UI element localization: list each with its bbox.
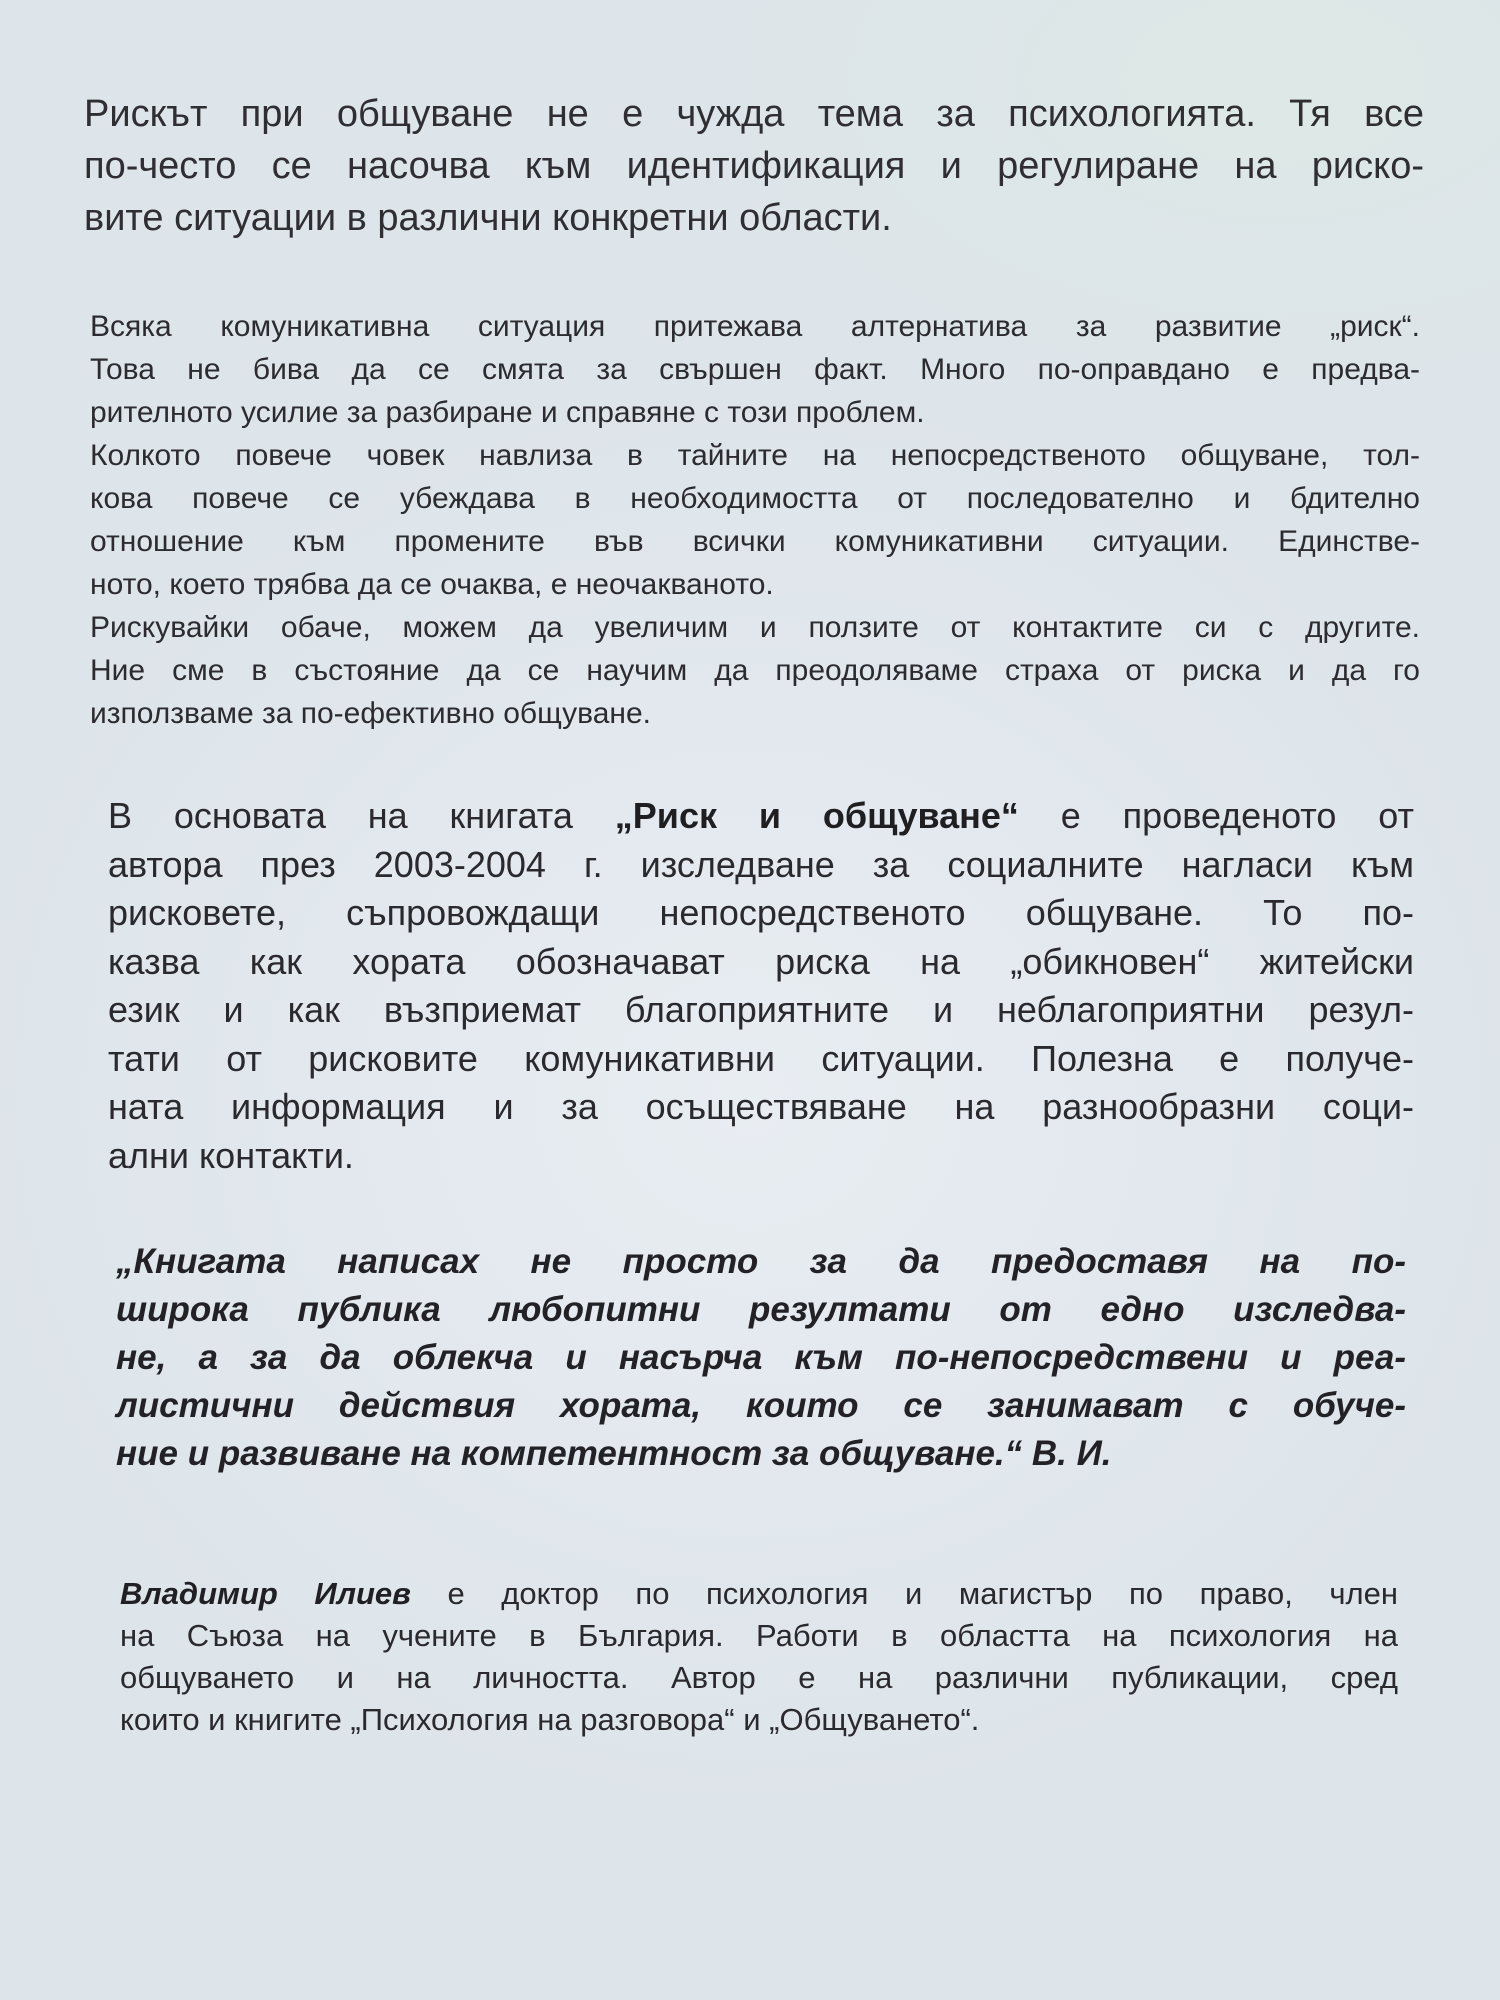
quote-line: „Книгата написах не просто за да предоставя на по- <box>116 1242 1406 1281</box>
body-line: използваме за по-ефективно общуване. <box>90 697 651 730</box>
body-line: ната информация и за осъществяване на разнообразни соци- <box>108 1086 1414 1127</box>
bio-line: които и книгите „Психология на разговора“ и „Общуването“. <box>120 1702 980 1737</box>
quote-line: ние и развиване на компетентност за общуване.“ В. И. <box>116 1434 1112 1473</box>
author-quote <box>116 1238 1406 1478</box>
risk-description-paragraphs <box>90 305 1420 735</box>
book-title: „Риск и общуване“ <box>614 795 1019 836</box>
bio-line: общуването и на личността. Автор е на различни публикации, сред <box>120 1660 1398 1695</box>
book-basis-first-line <box>108 792 1414 841</box>
book-basis-prefix: В основата на книгата <box>108 795 615 836</box>
quote-line: не, а за да облекча и насърча към по-непосредствени и реа- <box>116 1338 1406 1377</box>
author-bio-first-line <box>120 1573 1398 1615</box>
intro-paragraph <box>84 88 1424 244</box>
body-line: рисковете, съпровождащи непосредственото общуване. То по- <box>108 892 1414 933</box>
book-basis-paragraph <box>108 792 1414 1180</box>
body-line: Всяка комуникативна ситуация притежава алтернатива за развитие „риск“. <box>90 310 1420 343</box>
intro-line: по-често се насочва към идентификация и регулиране на риско- <box>84 145 1424 187</box>
body-line: тати от рисковите комуникативни ситуации. Полезна е получе- <box>108 1037 1414 1079</box>
body-line: Това не бива да се смята за свършен факт. Много по-оправдано е предва- <box>90 353 1420 386</box>
author-name: Владимир Илиев <box>120 1576 411 1611</box>
quote-line: листични действия хората, които се занимават с обуче- <box>116 1386 1406 1425</box>
body-line: рителното усилие за разбиране и справяне с този проблем. <box>90 396 925 429</box>
body-line: Колкото повече човек навлиза в тайните на непосредственото общуване, тол- <box>90 439 1420 472</box>
body-line: ални контакти. <box>108 1134 354 1176</box>
body-line: казва как хората обозначават риска на „обикновен“ житейски <box>108 940 1414 982</box>
author-bio <box>120 1573 1398 1741</box>
body-line: кова повече се убеждава в необходимостта от последователно и бдително <box>90 482 1420 515</box>
body-line: Рискувайки обаче, можем да увеличим и ползите от контактите си с другите. <box>90 611 1420 644</box>
intro-line: Рискът при общуване не е чужда тема за психологията. Тя все <box>84 93 1424 135</box>
body-line: ното, което трябва да се очаква, е неочакваното. <box>90 568 774 601</box>
book-basis-suffix: е проведеното от <box>1018 795 1414 836</box>
author-bio-rest: е доктор по психология и магистър по право, член <box>410 1576 1398 1611</box>
body-line: отношение към промените във всички комуникативни ситуации. Единстве- <box>90 525 1420 558</box>
body-line: Ние сме в състояние да се научим да преодоляваме страха от риска и да го <box>90 654 1420 687</box>
body-line: автора през 2003-2004 г. изследване за социалните нагласи към <box>108 843 1414 885</box>
bio-line: на Съюза на учените в България. Работи в областта на психология на <box>120 1618 1398 1653</box>
intro-line: вите ситуации в различни конкретни области. <box>84 197 892 239</box>
body-line: език и как възприемат благоприятните и неблагоприятни резул- <box>108 989 1414 1030</box>
quote-line: широка публика любопитни резултати от едно изследва- <box>116 1290 1406 1329</box>
